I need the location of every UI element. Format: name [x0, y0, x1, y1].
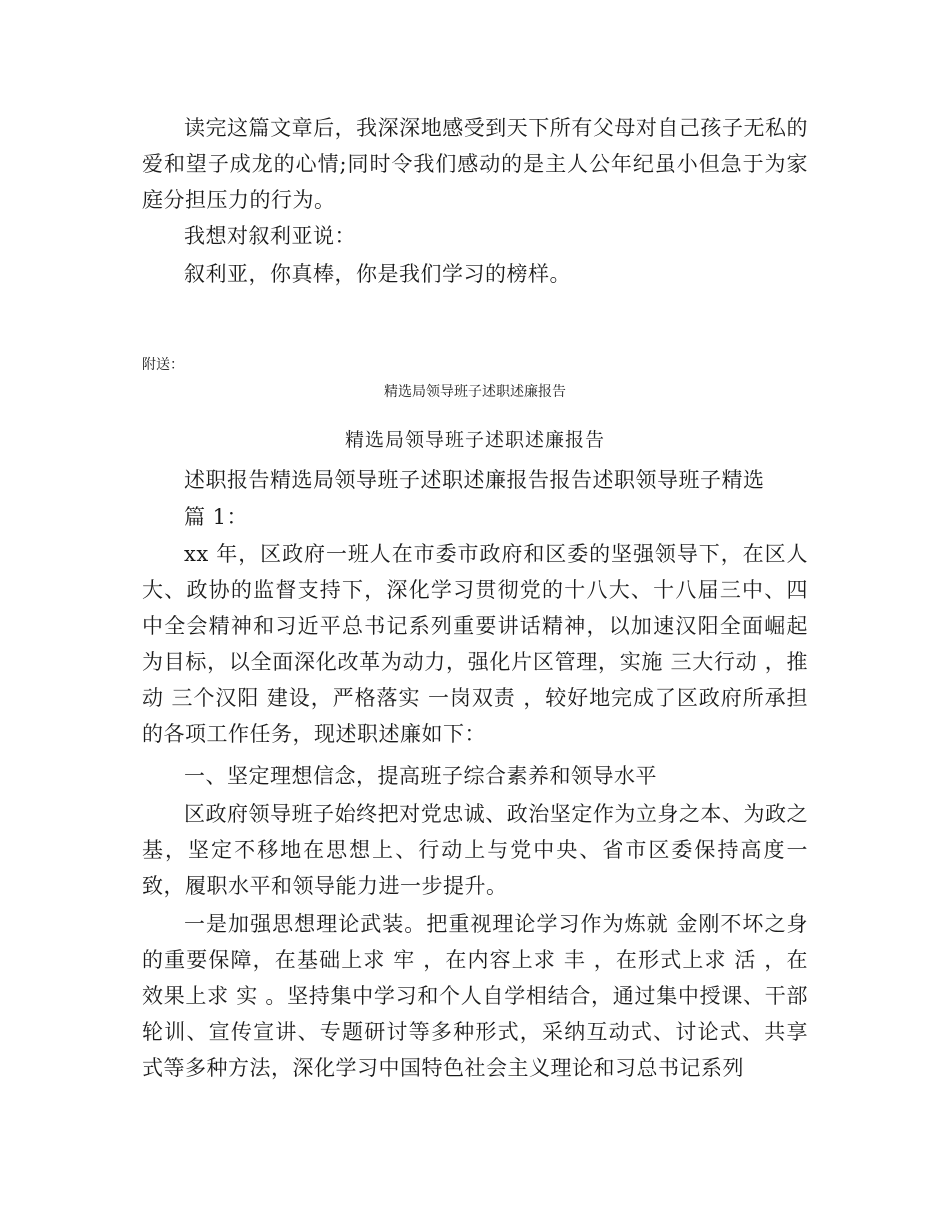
body-paragraph-leadership: 区政府领导班子始终把对党忠诚、政治坚定作为立身之本、为政之基，坚定不移地在思想上、行动上与党中央、省市区委保持高度一致，履职水平和领导能力进一步提升。 [142, 802, 808, 898]
appendix-label: 附送： [142, 357, 184, 373]
section-label: 篇 1： [184, 505, 249, 529]
paragraph-reflection: 读完这篇文章后，我深深地感受到天下所有父母对自己孩子无私的爱和望子成龙的心情;同时令我们感动的是主人公年纪虽小但急于为家庭分担压力的行为。 [142, 116, 808, 212]
subtitle-line: 述职报告精选局领导班子述职述廉报告报告述职领导班子精选 [184, 468, 765, 492]
appendix-title: 精选局领导班子述职述廉报告 [384, 384, 566, 400]
body-paragraph-intro: xx 年，区政府一班人在市委市政府和区委的坚强领导下，在区人大、政协的监督支持下，深化学习贯彻党的十八大、十八届三中、四中全会精神和习近平总书记系列重要讲话精神，以加速汉阳全面崛起为目标，以全面深化改革为动力，强化片区管理，实施 三大行动 ，推动 三个汉阳 建设，严格落实 一岗双责 ，较好地完成了区政府所承担的各项工作任务，现述职述廉如下： [142, 542, 808, 746]
body-heading-one: 一、坚定理想信念，提高班子综合素养和领导水平 [184, 764, 657, 788]
paragraph-praise: 叙利亚，你真棒，你是我们学习的榜样。 [184, 262, 571, 286]
paragraph-address: 我想对叙利亚说： [184, 224, 356, 248]
main-title: 精选局领导班子述职述廉报告 [344, 429, 605, 451]
body-paragraph-theory: 一是加强思想理论武装。把重视理论学习作为炼就 金刚不坏之身的重要保障，在基础上求 牢 ，在内容上求 丰 ，在形式上求 活 ，在效果上求 实 。坚持集中学习和个人自学相结合，通过集中授课、干部轮训、宣传宣讲、专题研讨等多种形式，采纳互动式、讨论式、共享式等多种方法，深化学习中国特色社会主义理论和习总书记系列 [142, 912, 808, 1080]
